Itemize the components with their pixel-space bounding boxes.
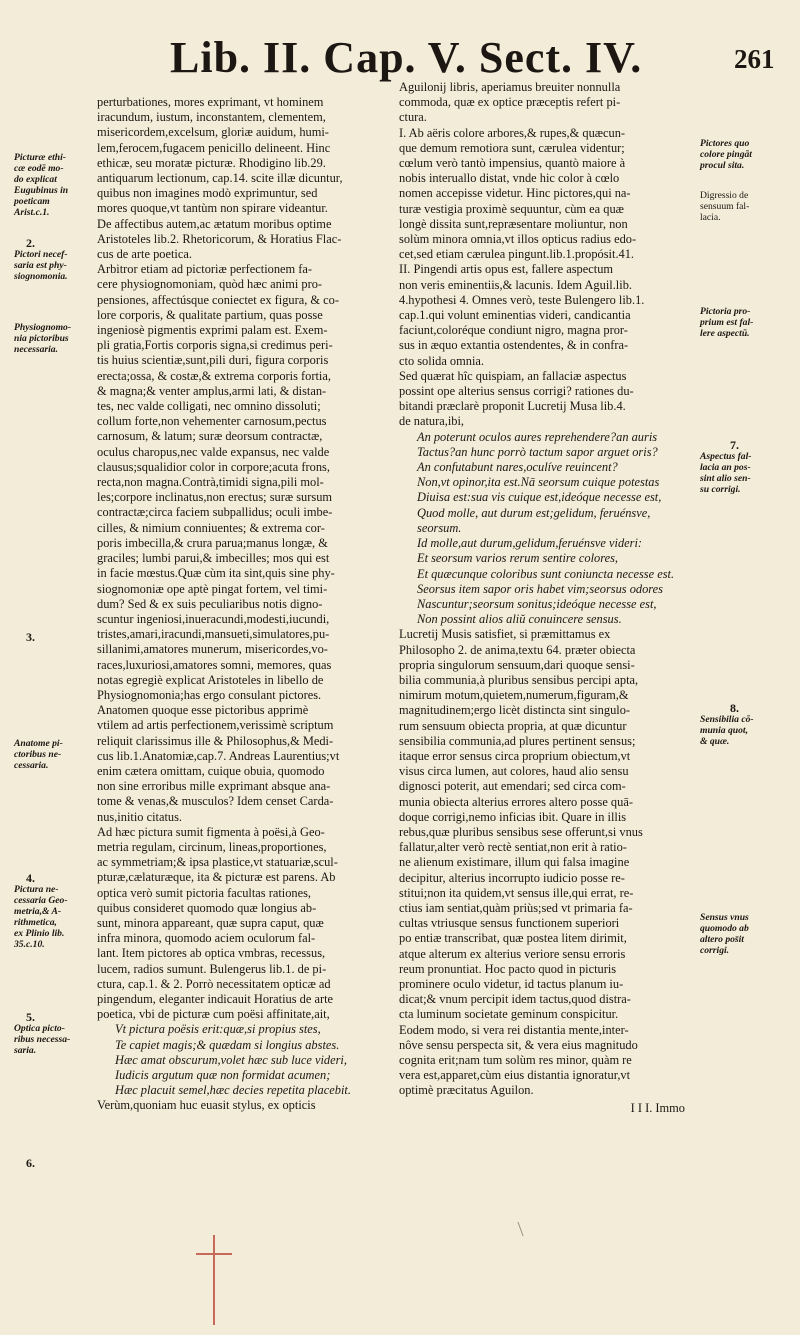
text-line: visus circa lumen, aut colores, haud alio sensu (399, 764, 629, 779)
margin-note-left-2: 2. Pictori necef- saria est phy- siognomonia. (14, 236, 68, 282)
text-line: vtilem ad artis perfectionem,verissimè scriptum (97, 718, 334, 733)
text-line: optimè præcitatus Aguilon. (399, 1083, 534, 1098)
text-line: ac symmetriam;& ipsa plastice,vt statuariæ,scul- (97, 855, 338, 870)
text-line: propria singulorum sensuum,dari quoque sensi- (399, 657, 635, 672)
verse-line: Et seorsum varios rerum sentire colores, (417, 551, 618, 566)
text-line: poris imbecilla,& crura parua;manus longæ, & (97, 535, 328, 550)
text-line: cap.1.qui volunt eminentias videri, candicantia (399, 308, 631, 323)
text-line: munia obiecta alterius errores altero posse quā- (399, 794, 633, 809)
text-line: notas egregiè explicat Aristoteles in libello de (97, 672, 324, 687)
text-line: cultas vtriusque sensus functionem superiori (399, 916, 620, 931)
text-line: magnitudinem;ergo licèt distincta sint singulo- (399, 703, 631, 718)
text-line: dum? Sed & ex suis peculiaribus notis digno- (97, 596, 323, 611)
verse-line: Id molle,aut durum,gelidum,feruénsve videri: (417, 536, 643, 551)
text-line: II. Pingendi artis opus est, fallere aspectum (399, 262, 614, 277)
text-line: carnosum, & latum; suræ deorsum contractæ, (97, 429, 323, 444)
margin-note-right-6: Sensus vnus quomodo ab altero pos̄it corrigi. (700, 912, 749, 956)
text-line: ctius iam sentiat,quàm priùs;sed vt primaria fa- (399, 900, 633, 915)
margin-note-right-3: Pictoria pro- prium est fal- lere aspectū. (700, 306, 754, 339)
text-line: poetica, vbi de picturæ cum poësi affinitate,ait, (97, 1007, 330, 1022)
text-line: pensiones, affectúsque coniectet ex figura, & co- (97, 292, 339, 307)
text-line: itaque error sensus circa proprium obiectum,vt (399, 748, 631, 763)
verse-line: An confutabunt nares,oculíve reuincent? (417, 460, 618, 475)
right-prose-b (399, 627, 691, 1098)
text-line: Anatomen quoque esse pictoribus apprimè (97, 703, 309, 718)
text-line: rebus,quæ pluribus sensibus sese offerunt,si vnus (399, 824, 643, 839)
text-line: cta luminum societate geminum conspicitur. (399, 1007, 619, 1022)
verse-line: An poterunt oculos aures reprehendere?an auris (417, 429, 658, 444)
text-line: non veris eminentiis,& lacunis. Idem Aguil.lib. (399, 277, 632, 292)
text-line: Physiognomonia;has ergo consulant pictores. (97, 687, 322, 702)
margin-note-left-8: 6. (26, 1156, 35, 1170)
text-line: possint ope alterius sensus corrigi? rationes du- (399, 384, 634, 399)
text-line: reliquit clarissimus ille & Philosophus,& Medi- (97, 733, 334, 748)
margin-note-right-4: 7. Aspectus fal- lacia an pos- sint alio sen- su corrigi. (700, 438, 752, 495)
text-line: nomen accepisse videtur. Hinc pictores,qui na- (399, 186, 631, 201)
text-line: reum pronuntiat. Hoc pacto quod in picturis (399, 961, 617, 976)
text-line: metria regulam, circinum, lineas,proportiones, (97, 839, 327, 854)
text-line: infra minora, quomodo aciem oculorum fal- (97, 931, 316, 946)
left-prose (97, 95, 387, 1022)
text-line: enim cætera omittam, cuique obuia, quomodo (97, 763, 325, 778)
margin-note-right-1: Pictores quo colore pingāt procul sita. (700, 138, 752, 171)
text-line: pturæ,cælaturæque, ita & picturæ est parens. Ab (97, 870, 336, 885)
text-line: Sed quærat hîc quispiam, an fallaciæ aspectus (399, 368, 627, 383)
verse-line: Iudicis argutum quæ non formidat acumen; (115, 1068, 331, 1082)
text-line: nobis interuallo distat, vnde hic color à cœlo (399, 171, 620, 186)
text-line: cus de arte poetica. (97, 247, 192, 262)
text-line: pingendum, eleganter indicauit Horatius de arte (97, 991, 334, 1006)
text-line: lore corporis, & qualitate partium, quas posse (97, 307, 323, 322)
text-line: in facie mœstus.Quæ cùm ita sint,quis sine phy- (97, 566, 335, 581)
text-line: contractæ;circa faciem subpallidus; oculi imbe- (97, 505, 333, 520)
text-line: longè dissita sunt,repræsentare moliuntur, non (399, 216, 628, 231)
verse-line: Non,vt opinor,ita est.Nā seorsum cuique potestas (417, 475, 660, 490)
text-line: que demum remotiora sunt, cærulea videntur; (399, 140, 625, 155)
text-line: Aristoteles lib.2. Rhetoricorum, & Horatius Flac- (97, 231, 342, 246)
text-line: & magna;& venter amplus,armi lati, & distan- (97, 383, 327, 398)
text-line: Aguilonij libris, aperiamus breuiter nonnulla (399, 80, 621, 94)
text-line: 4.hypothesi 4. Omnes verò, teste Bulengero lib.1. (399, 292, 645, 307)
margin-note-left-7: 5. Optica picto- ribus necessa- saria. (14, 1010, 71, 1056)
text-line: non sine erroribus mille exprimant absque ana- (97, 779, 331, 794)
text-line: mores quoque,vt tantùm non spirare videantur. (97, 201, 328, 216)
text-line: siognomoniæ ope aptè pingat fortem, vel timi- (97, 581, 328, 596)
text-line: tis huius scientiæ,sunt,pili duri, figura corporis (97, 353, 329, 368)
page-header (0, 32, 800, 82)
text-line: tes, nec valde colligati, nec omnino dissoluti; (97, 399, 321, 414)
text-line: ne alienum existimare, illum qui falsa imagine (399, 855, 630, 870)
right-prose-a (399, 80, 691, 430)
text-line: graciles; lumbi parui,& imbecilles; mos qui est (97, 551, 330, 566)
text-line: decipitur, alterius incorrupto iudicio posse re- (399, 870, 625, 885)
text-line: dicat;& vnum percipit idem tactus,quod distra- (399, 992, 631, 1007)
text-line: solùm minora omnia,vt illos opticus radius edo- (399, 232, 637, 247)
text-line: turæ vestigia proximè sequuntur, cùm ea quæ (399, 201, 624, 216)
verse-line: Diuisa est:sua vis cuique est,ideóque necesse est, (417, 490, 662, 505)
margin-note-right-5: 8. Sensibilia cō- munia quot, & quæ. (700, 701, 754, 747)
text-line: oculus charopus,nec valde expansus, nec valde (97, 444, 330, 459)
running-head: Lib. II. Cap. V. Sect. IV. (170, 33, 643, 82)
text-line: lem,ferocem,fugacem penicillo delineent. Hinc (97, 140, 331, 155)
text-line: po entiæ transcribat, quæ postea litem dirimit, (399, 931, 627, 946)
text-line: optica verò sumit pictoria facultas rationes, (97, 885, 312, 900)
verse-line: Hæc amat obscurum,volet hæc sub luce videri, (115, 1052, 347, 1067)
margin-note-left-3: Physiognomo- nia pictoribus necessaria. (14, 322, 72, 355)
text-line: Lucretij Musis satisfiet, si præmittamus ex (399, 627, 611, 642)
text-line: cus lib.1.Anatomiæ,cap.7. Andreas Laurentius;vt (97, 748, 340, 763)
text-line: quibus non imagines modò exprimuntur, sed (97, 186, 318, 201)
text-line: collum forte,non vehementer carnosum,pectus (97, 414, 327, 429)
text-line: Arbitror etiam ad pictoriæ perfectionem fa- (97, 262, 313, 277)
ink-scratch (517, 1222, 533, 1236)
page-number: 261 (734, 44, 775, 74)
text-line: ingeniosè pigmentis exprimi palam est. Exem- (97, 323, 328, 338)
horace-verse (97, 1022, 387, 1098)
text-line: rum sensuum obiecta propria, at quæ dicuntur (399, 718, 627, 733)
margin-note-left-6: 4. Pictura ne- cessaria Geo- metria,& A- rithmetica, ex Plinio lib. 35.c.10. (14, 871, 68, 950)
text-line: ctura. (399, 110, 427, 125)
text-line: tome & venas,& musculos? Idem censet Carda- (97, 794, 334, 809)
text-line: bilia communia,à pluribus sensibus percipi apta, (399, 672, 639, 687)
left-column (97, 95, 387, 1114)
text-line: commoda, quæ ex optice præceptis refert pi- (399, 95, 621, 110)
text-line: tristes,amari,iracundi,mansueti,simulatores,pu- (97, 627, 330, 642)
verse-line: Vt pictura poësis erit:quæ,si propius stes, (115, 1022, 321, 1037)
text-line: recta,non magna.Contrà,timidi signa,pili mol- (97, 475, 324, 490)
text-line: nimirum motum,quietem,numerum,figuram,& (399, 688, 629, 703)
left-last-line: Verùm,quoniam huc euasit stylus, ex opticis (97, 1098, 316, 1113)
text-line: bitandi præclarè proponit Lucretij Musa lib.4. (399, 399, 626, 414)
margin-note-left-1: Picturæ ethi- cæ eodē mo- do explicat Eugubinus in poeticam Arist.c.1. (14, 152, 69, 218)
text-line: les;corpore inclinatus,non erectus; suræ sursum (97, 490, 333, 505)
text-line: fallatur,alter verò rectè sentiat,non erit à ratio- (399, 840, 627, 855)
text-line: Eodem modo, si vera rei distantia mente,inter- (399, 1022, 629, 1037)
lucretius-verse (399, 430, 691, 628)
text-line: clausus;squalidior color in corpore;acuta frons, (97, 459, 330, 474)
text-line: Ad hæc pictura sumit figmenta à poësi,à Geo- (97, 824, 325, 839)
text-line: iracundum, iustum, inconstantem, clementem, (97, 110, 326, 125)
text-line: I. Ab aëris colore arbores,& rupes,& quæcun- (399, 125, 626, 140)
text-line: de natura,ibi, (399, 414, 465, 429)
text-line: De affectibus autem,ac ætatum moribus optime (97, 216, 332, 231)
margin-note-left-5: Anatome pi- ctoribus ne- cessaria. (14, 738, 63, 771)
text-line: sillanimi,amatores munerum, misericordes,vo- (97, 642, 328, 657)
text-line: cere physiognomoniam, quòd hæc animi pro- (97, 277, 323, 292)
text-line: pli gratia,Fortis corporis signa,si credimus peri- (97, 338, 333, 353)
text-line: quibus consideret quomodo quæ longius ab- (97, 900, 317, 915)
text-line: sensibilia communia,ad plures pertinent sensus; (399, 733, 636, 748)
text-line: dignosci poterit, aut emendari; sed circa com- (399, 779, 626, 794)
right-column (399, 80, 691, 1116)
text-line: ethicæ, seu moratæ picturæ. Rhodigino lib.29. (97, 155, 326, 170)
text-line: sunt, minora appareant, quæ supra caput, quæ (97, 915, 324, 930)
text-line: cilles, & nimium conniuentes; & extrema cor- (97, 520, 325, 535)
text-line: vera est,apparet,cùm eius distantia ignoratur,vt (399, 1068, 631, 1083)
text-line: Philosopho 2. de anima,textu 64. præter obiecta (399, 642, 636, 657)
text-line: cœlum verò tantò impensius, quantò maiore à (399, 156, 626, 171)
text-line: cet,sed etiam cærulea pingunt.lib.1.propósit.41. (399, 247, 635, 262)
verse-line: seorsum. (417, 520, 462, 535)
red-cross-mark (196, 1235, 232, 1325)
text-line: faciunt,coloréque condiunt nigro, magna pror- (399, 323, 628, 338)
text-line: doque corrigi,nemo inficias ibit. Quare in illis (399, 809, 627, 824)
verse-line: Te capiet magis;& quædam si longius abstes. (115, 1037, 340, 1052)
text-line: scuntur ingeniosi,inueracundi,modesti,iucundi, (97, 611, 330, 626)
text-line: perturbationes, mores exprimant, vt hominem (97, 95, 324, 109)
text-line: erecta;ossa, & costæ,& extrema corporis fortia, (97, 368, 331, 383)
margin-note-left-4: 3. (26, 630, 35, 644)
text-line: sus in æquo extantia ostendentes, & in confra- (399, 338, 629, 353)
verse-line: Hæc placuit semel,hæc decies repetita placebit. (115, 1083, 351, 1098)
verse-line: Tactus?an hunc porrò tactum sapor arguet oris? (417, 444, 658, 459)
text-line: nus,initio citatus. (97, 809, 183, 824)
text-line: lucem, radios sumunt. Bulengerus lib.1. de pi- (97, 961, 327, 976)
text-line: prominere oculo videtur, id tactus planum iu- (399, 976, 624, 991)
margin-note-right-2: Digressio de sensuum fal- lacia. (700, 190, 750, 223)
text-line: antiquarum lectionum, cap.14. scite illæ dicuntur, (97, 171, 343, 186)
verse-line: Et quæcunque coloribus sunt coniuncta necesse est. (417, 566, 675, 581)
text-line: cognita erit;nam tum solùm res minor, quàm re (399, 1053, 632, 1067)
text-line: stitui;non ita quidem,vt sensus ille,qui errat, re- (399, 885, 634, 900)
text-line: races,luxuriosi,amatores somni, memores, quas (97, 657, 332, 672)
verse-line: Quod molle, aut durum est;gelidum, feruénsve, (417, 505, 651, 520)
text-line: ctura, cap.1. & 2. Porrò necessitatem opticæ ad (97, 976, 331, 991)
verse-line: Nascuntur;seorsum sonitus;ideóque necesse est, (417, 596, 657, 611)
text-line: misericordem,excelsum, gloriæ auidum, humi- (97, 125, 329, 140)
text-line: atque alterum ex alterius veriore sensu erroris (399, 946, 626, 961)
catchword: I I I. Immo (630, 1100, 685, 1115)
verse-line: Non possint alios aliŭ conuincere sensus. (417, 612, 622, 627)
text-line: lant. Item pictores ab optica vmbras, recessus, (97, 946, 326, 961)
text-line: cto solida omnia. (399, 353, 484, 368)
verse-line: Seorsus item sapor oris habet vim;seorsus odores (417, 581, 663, 596)
text-line: nôve sensu perspecta sit, & vera eius magnitudo (399, 1037, 638, 1052)
